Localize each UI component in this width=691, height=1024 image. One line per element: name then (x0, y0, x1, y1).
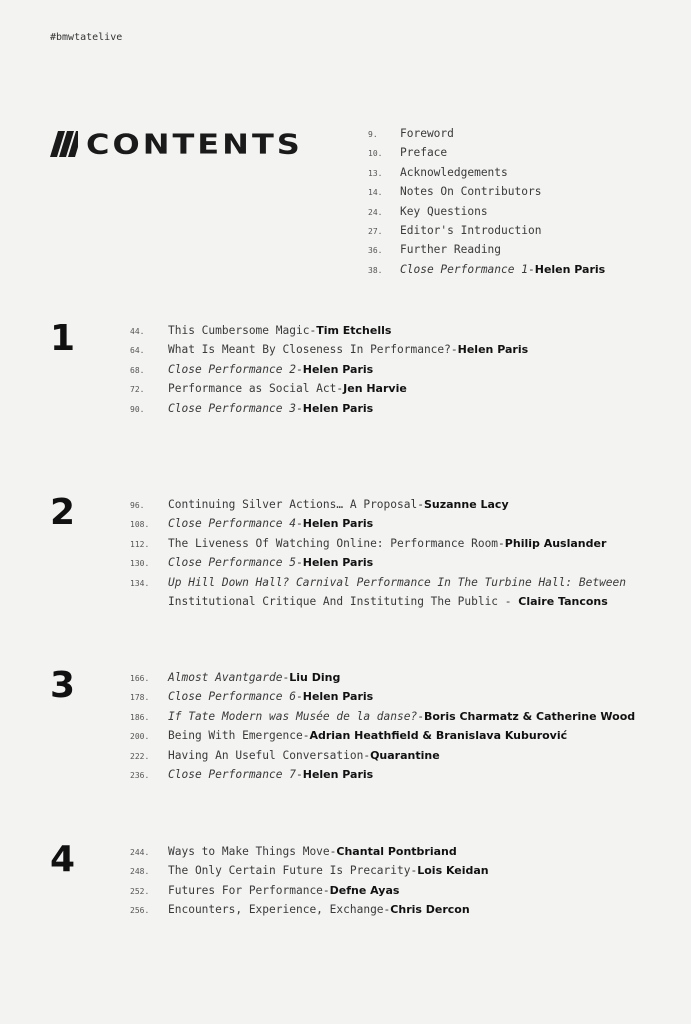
page-number: 130. (130, 559, 150, 569)
entry-author: Claire Tancons (518, 594, 608, 608)
entry-title: Futures For Performance (168, 883, 323, 897)
separator: - (295, 517, 303, 531)
list-item (368, 127, 605, 146)
list-item (130, 729, 635, 748)
entry-author: Chantal Pontbriand (336, 845, 457, 858)
page-number: 244. (130, 848, 150, 857)
page-number: 166. (130, 674, 150, 683)
entry-author: Helen Paris (534, 262, 606, 276)
separator: - (295, 362, 303, 376)
separator: - (527, 262, 535, 276)
list-item (368, 243, 605, 262)
entry-author: Philip Auslander (504, 536, 607, 550)
entry-author: Helen Paris (302, 767, 374, 781)
entry-title: Further Reading (400, 243, 502, 257)
page-number: 27. (368, 226, 383, 236)
page-number: 108. (130, 520, 150, 530)
entry-title: Having An Useful Conversation (168, 748, 364, 762)
separator: - (302, 729, 310, 743)
page-number: 14. (368, 188, 383, 198)
list-item (130, 498, 626, 517)
separator: - (417, 498, 424, 511)
entry-author: Tim Etchells (316, 324, 392, 337)
separator: - (329, 845, 337, 858)
separator: - (309, 324, 317, 337)
list-item (130, 864, 489, 883)
page-title: CONTENTS (86, 127, 303, 161)
entry-title: Close Performance 7 (168, 767, 296, 781)
front-matter-list (368, 127, 605, 282)
entry-title-line2: Institutional Critique And Instituting The Public (168, 594, 499, 608)
entry-title: The Liveness Of Watching Online: Performance Room (168, 536, 499, 550)
page-number: 236. (130, 770, 150, 780)
list-item (368, 205, 605, 224)
page-number: 68. (130, 365, 145, 375)
entry-title: Close Performance 1 (400, 262, 528, 276)
entry-author: Helen Paris (302, 401, 374, 415)
list-item-continuation (130, 595, 626, 614)
list-item (130, 343, 528, 362)
page-number: 112. (130, 539, 150, 549)
entry-author: Jen Harvie (343, 382, 407, 396)
list-item (130, 324, 528, 343)
page-number: 90. (130, 404, 145, 414)
contents-heading (50, 127, 303, 161)
page-number: 186. (130, 712, 150, 722)
entry-title: Preface (400, 146, 448, 160)
separator: - (450, 343, 458, 357)
list-item (130, 382, 528, 401)
list-item (130, 710, 635, 729)
entry-title: Performance as Social Act (168, 382, 337, 396)
section-list (130, 498, 626, 614)
page-number: 10. (368, 149, 383, 159)
list-item (130, 884, 489, 903)
list-item (130, 768, 635, 787)
list-item (130, 363, 528, 382)
page-number: 178. (130, 693, 150, 703)
separator: - (336, 382, 344, 396)
entry-title: Encounters, Experience, Exchange (168, 903, 384, 917)
separator: - (295, 401, 303, 415)
entry-author: Suzanne Lacy (423, 498, 509, 511)
entry-author: Lois Keidan (417, 864, 489, 878)
page-number: 44. (130, 327, 145, 336)
entry-title: Key Questions (400, 204, 488, 218)
slash-stripes-icon (50, 131, 78, 157)
list-item (368, 263, 605, 282)
entry-author: Quarantine (370, 748, 440, 762)
entry-title: Foreword (400, 127, 454, 140)
separator: - (322, 883, 330, 897)
separator: - (498, 536, 505, 550)
list-item (130, 749, 635, 768)
page-number: 36. (368, 246, 383, 256)
entry-title: Continuing Silver Actions… A Proposal (168, 498, 418, 511)
list-item (368, 224, 605, 243)
list-item (130, 903, 489, 922)
list-item (130, 517, 626, 536)
entry-author: Helen Paris (302, 362, 374, 376)
list-item (368, 146, 605, 165)
entry-title: Ways to Make Things Move (168, 845, 330, 858)
page-number: 200. (130, 732, 150, 742)
separator: - (282, 671, 290, 684)
section-number: 3 (50, 665, 76, 706)
entry-author: Helen Paris (302, 517, 374, 531)
entry-author: Adrian Heathfield & Branislava Kuburović (309, 729, 568, 743)
page-number: 252. (130, 886, 150, 896)
page-number: 222. (130, 751, 150, 761)
entry-title: Close Performance 6 (168, 690, 296, 704)
entry-title: Close Performance 5 (168, 556, 296, 570)
entry-title: Close Performance 4 (168, 517, 296, 531)
list-item (130, 690, 635, 709)
entry-title: The Only Certain Future Is Precarity (168, 864, 411, 878)
page-number: 256. (130, 906, 150, 916)
entry-title: Up Hill Down Hall? Carnival Performance In The Turbine Hall: Between (168, 575, 627, 589)
page-number: 64. (130, 346, 145, 356)
separator: - (417, 709, 424, 723)
entry-title: Almost Avantgarde (168, 671, 283, 684)
list-item (130, 402, 528, 421)
page-number: 38. (368, 265, 383, 275)
list-item (130, 576, 626, 595)
hashtag: #bmwtatelive (50, 32, 123, 43)
list-item (368, 166, 605, 185)
separator: - (383, 903, 391, 917)
page-number: 72. (130, 385, 145, 395)
list-item (130, 671, 635, 690)
entry-author: Boris Charmatz & Catherine Wood (423, 709, 636, 723)
separator: - (295, 556, 303, 570)
entry-title: What Is Meant By Closeness In Performance? (168, 343, 451, 357)
section-list (130, 324, 528, 421)
entry-title: Close Performance 3 (168, 401, 296, 415)
page-number: 248. (130, 867, 150, 877)
separator: - (363, 748, 371, 762)
section-list (130, 671, 635, 787)
page-number: 96. (130, 501, 145, 510)
entry-author: Helen Paris (302, 690, 374, 704)
entry-author: Defne Ayas (329, 883, 400, 897)
separator: - (295, 767, 303, 781)
entry-title: Notes On Contributors (400, 185, 542, 199)
separator: - (295, 690, 303, 704)
section-number: 1 (50, 318, 76, 359)
page-number: 9. (368, 130, 378, 139)
entry-title: Editor's Introduction (400, 223, 542, 237)
entry-author: Helen Paris (302, 556, 374, 570)
page-number: 13. (368, 168, 383, 178)
entry-title: Close Performance 2 (168, 362, 296, 376)
list-item (130, 556, 626, 575)
entry-author: Liu Ding (289, 671, 341, 684)
page-number: 134. (130, 578, 150, 588)
separator: - (410, 864, 418, 878)
page-number: 24. (368, 207, 383, 217)
entry-author: Helen Paris (457, 343, 529, 357)
list-item (368, 185, 605, 204)
entry-author: Chris Dercon (390, 903, 470, 917)
entry-title: Acknowledgements (400, 165, 508, 179)
entry-title: Being With Emergence (168, 729, 303, 743)
list-item (130, 537, 626, 556)
section-list (130, 845, 489, 923)
section-number: 4 (50, 839, 76, 880)
separator: - (498, 594, 519, 608)
list-item (130, 845, 489, 864)
section-number: 2 (50, 492, 76, 533)
entry-title: If Tate Modern was Musée de la danse? (168, 709, 418, 723)
entry-title: This Cumbersome Magic (168, 324, 310, 337)
